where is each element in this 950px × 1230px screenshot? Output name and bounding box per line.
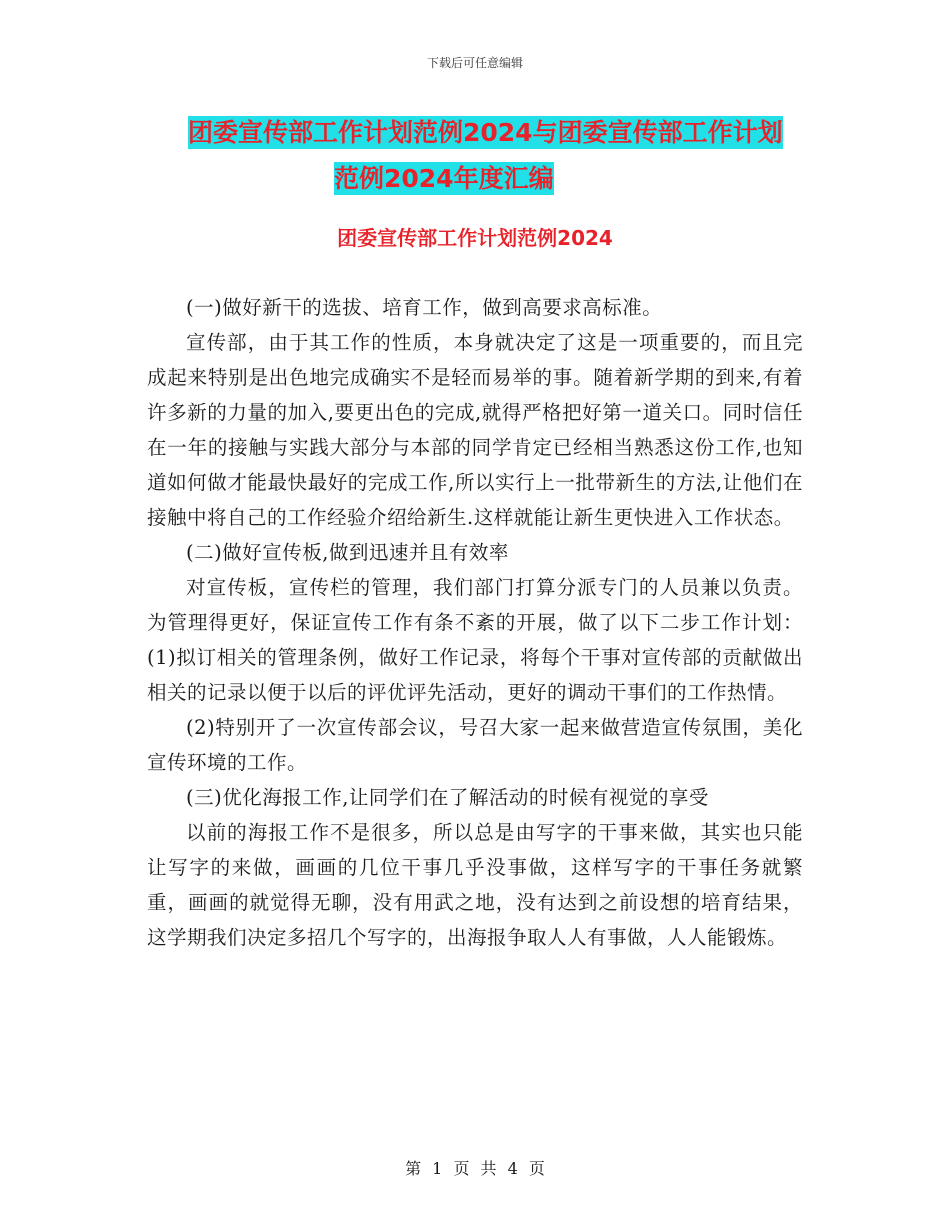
paragraph: 宣传部，由于其工作的性质，本身就决定了这是一项重要的，而且完成起来特别是出色地完成确实不是轻而易举的事。随着新学期的到来,有着许多新的力量的加入,要更出色的完成,就得严格把好第一道关口。同时信任在一年的接触与实践大部分与本部的同学肯定已经相当熟悉这份工作,也知道如何做才能最快最好的完成工作,所以实行上一批带新生的方法,让他们在接触中将自己的工作经验介绍给新生.这样就能让新生更快进入工作状态。: [147, 331, 803, 529]
paragraph: (三)优化海报工作,让同学们在了解活动的时候有视觉的享受: [186, 786, 709, 809]
document-title-line-1: [188, 110, 813, 156]
paragraph: (二)做好宣传板,做到迅速并且有效率: [186, 541, 509, 564]
document-title-line-2: [188, 156, 813, 202]
section-heading: 团委宣传部工作计划范例2024: [337, 226, 613, 250]
page-header-note: 下载后可任意编辑: [426, 56, 523, 70]
document-body: [147, 290, 803, 955]
paragraph: (2)特别开了一次宣传部会议，号召大家一起来做营造宣传氛围，美化宣传环境的工作。: [147, 716, 803, 774]
document-title: [188, 110, 813, 202]
page-footer-number: 第 1 页 共 4 页: [405, 1159, 545, 1178]
paragraph: 对宣传板，宣传栏的管理，我们部门打算分派专门的人员兼以负责。为管理得更好，保证宣传工作有条不紊的开展，做了以下二步工作计划：(1)拟订相关的管理条例，做好工作记录，将每个干事对宣传部的贡献做出相关的记录以便于以后的评优评先活动，更好的调动干事们的工作热情。: [147, 576, 803, 704]
paragraph: 以前的海报工作不是很多，所以总是由写字的干事来做，其实也只能让写字的来做，画画的几位干事几乎没事做，这样写字的干事任务就繁重，画画的就觉得无聊，没有用武之地，没有达到之前设想的培育结果，这学期我们决定多招几个写字的，出海报争取人人有事做，人人能锻炼。: [147, 821, 803, 949]
document-title-line-1-text: 团委宣传部工作计划范例2024与团委宣传部工作计划: [188, 118, 783, 147]
document-title-line-2-text: 范例2024年度汇编: [334, 164, 554, 193]
paragraph: (一)做好新干的选拔、培育工作，做到高要求高标准。: [186, 296, 663, 319]
